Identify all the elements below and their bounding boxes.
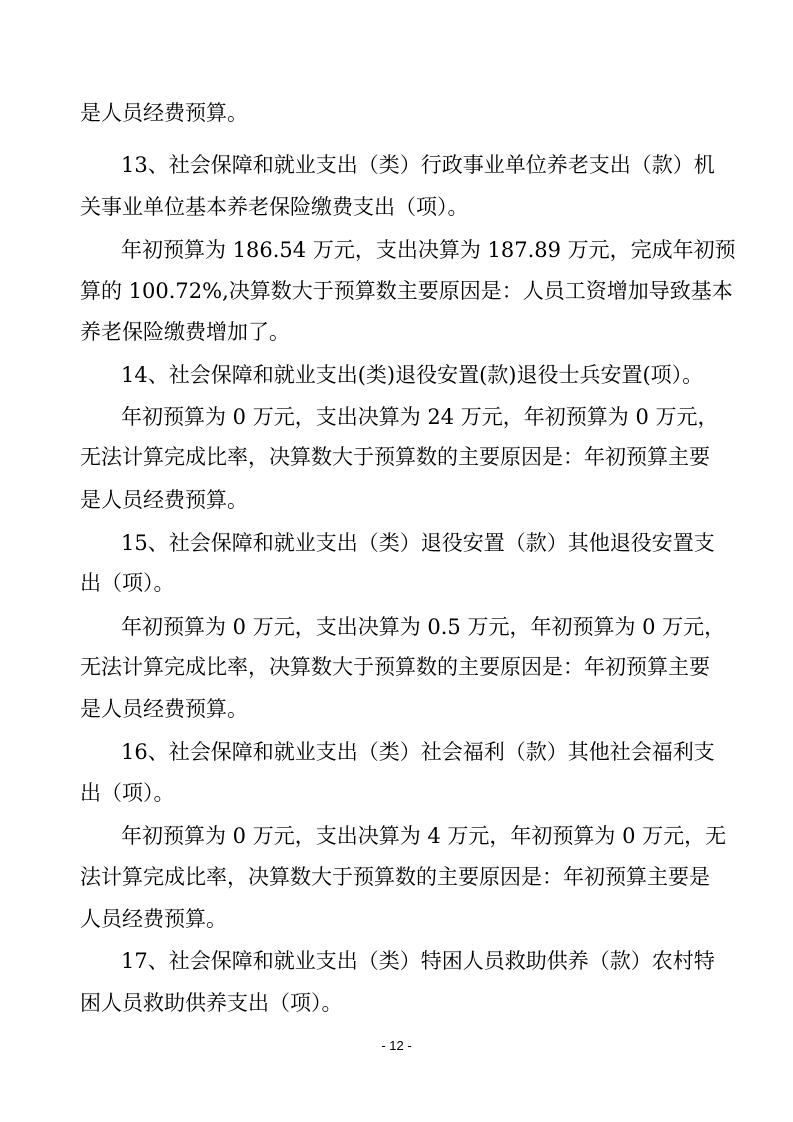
section-heading-16: 16、社会保障和就业支出（类）社会福利（款）其他社会福利支 [121, 740, 715, 764]
section-heading-15: 15、社会保障和就业支出（类）退役安置（款）其他退役安置支 [121, 531, 715, 555]
paragraph-line: 是人员经费预算。 [80, 697, 248, 721]
section-heading-14: 14、社会保障和就业支出(类)退役安置(款)退役士兵安置(项）。 [121, 363, 704, 387]
paragraph-line: 年初预算为 186.54 万元，支出决算为 187.89 万元，完成年初预 [121, 238, 736, 262]
text-line: 出（项）。 [80, 781, 175, 805]
text-line: 出（项）。 [80, 571, 175, 595]
paragraph-line: 年初预算为 0 万元，支出决算为 24 万元，年初预算为 0 万元， [121, 405, 719, 429]
paragraph-line: 法计算完成比率，决算数大于预算数的主要原因是：年初预算主要是 [80, 865, 710, 889]
paragraph-line: 养老保险缴费增加了。 [80, 320, 290, 344]
paragraph-line: 年初预算为 0 万元，支出决算为 0.5 万元，年初预算为 0 万元， [121, 615, 726, 639]
section-heading-17: 17、社会保障和就业支出（类）特困人员救助供养（款）农村特 [121, 949, 715, 973]
paragraph-line: 人员经费预算。 [80, 907, 227, 931]
paragraph-line: 无法计算完成比率，决算数大于预算数的主要原因是：年初预算主要 [80, 445, 710, 469]
paragraph-line: 算的 100.72%,决算数大于预算数主要原因是：人员工资增加导致基本 [80, 279, 733, 303]
text-line: 是人员经费预算。 [80, 101, 248, 125]
text-line: 关事业单位基本养老保险缴费支出（项）。 [80, 195, 469, 219]
paragraph-line: 无法计算完成比率，决算数大于预算数的主要原因是：年初预算主要 [80, 655, 710, 679]
paragraph-line: 年初预算为 0 万元，支出决算为 4 万元，年初预算为 0 万元，无 [121, 824, 727, 848]
text-line: 困人员救助供养支出（项）。 [80, 991, 343, 1015]
paragraph-line: 是人员经费预算。 [80, 488, 248, 512]
page-number: - 12 - [381, 1038, 412, 1053]
section-heading-13: 13、社会保障和就业支出（类）行政事业单位养老支出（款）机 [121, 153, 715, 177]
